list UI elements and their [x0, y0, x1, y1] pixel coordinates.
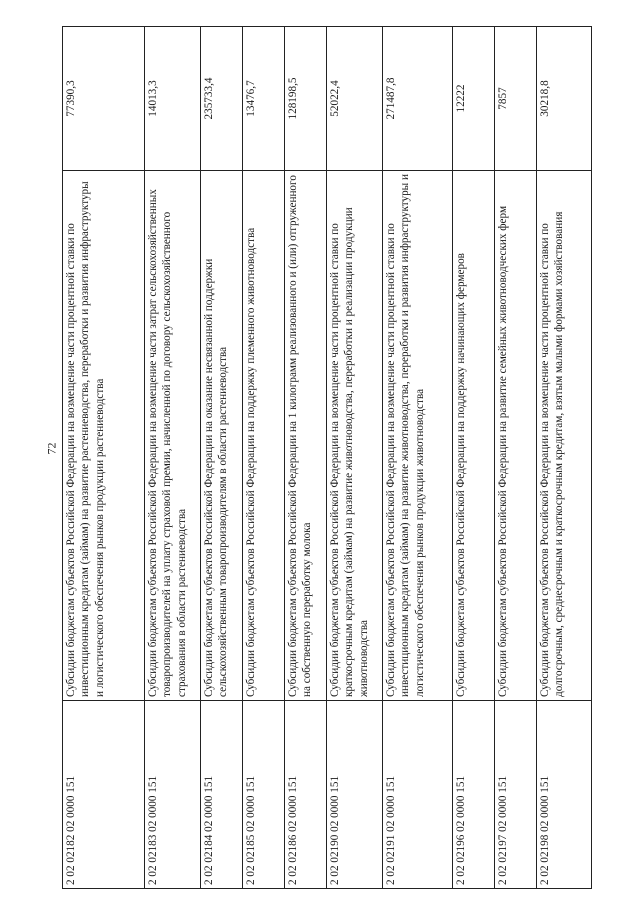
- row-amount: 271487,8: [383, 27, 453, 171]
- budget-code: 2 02 02184 02 0000 151: [201, 701, 243, 889]
- table-row: [383, 27, 453, 889]
- budget-code: 2 02 02190 02 0000 151: [327, 701, 383, 889]
- table-row: [495, 27, 537, 889]
- row-description: Субсидии бюджетам субъектов Российской Федерации на возмещение части процентной ставки по инвестиционным кредитам (займам) на развитие растениеводства, переработки и развития инфраструктуры и логистического обеспечения рынков продукции растениеводства: [63, 171, 145, 701]
- budget-code: 2 02 02191 02 0000 151: [383, 701, 453, 889]
- row-amount: 128198,5: [285, 27, 327, 171]
- rotated-page-content: [62, 27, 592, 889]
- row-amount: 77390,3: [63, 27, 145, 171]
- table-row: [145, 27, 201, 889]
- table-row: [243, 27, 285, 889]
- budget-code: 2 02 02185 02 0000 151: [243, 701, 285, 889]
- row-description: Субсидии бюджетам субъектов Российской Федерации на развитие семейных животноводческих ферм: [495, 171, 537, 701]
- table-row: [327, 27, 383, 889]
- row-amount: 7857: [495, 27, 537, 171]
- table-row: [63, 27, 145, 889]
- budget-code: 2 02 02182 02 0000 151: [63, 701, 145, 889]
- row-description: Субсидии бюджетам субъектов Российской Федерации на возмещение части процентной ставки по инвестиционным кредитам (займам) на развитие животноводства, переработки и развития инфраструктуры и логистического обеспечения рынков продукции животноводства: [383, 171, 453, 701]
- row-amount: 13476,7: [243, 27, 285, 171]
- budget-code: 2 02 02198 02 0000 151: [537, 701, 592, 889]
- row-description: Субсидии бюджетам субъектов Российской Федерации на 1 килограмм реализованного и (или) отгруженного на собственную переработку молока: [285, 171, 327, 701]
- table-row: [537, 27, 592, 889]
- table-row: [201, 27, 243, 889]
- row-amount: 14013,3: [145, 27, 201, 171]
- table-row: [453, 27, 495, 889]
- row-description: Субсидии бюджетам субъектов Российской Федерации на возмещение части процентной ставки по краткосрочным кредитам (займам) на развитие животноводства, переработки и реализации продукции животноводства: [327, 171, 383, 701]
- budget-table: [62, 26, 592, 889]
- row-amount: 235733,4: [201, 27, 243, 171]
- page-number: 72: [44, 442, 59, 455]
- budget-code: 2 02 02186 02 0000 151: [285, 701, 327, 889]
- budget-code: 2 02 02196 02 0000 151: [453, 701, 495, 889]
- row-description: Субсидии бюджетам субъектов Российской Федерации на возмещение части процентной ставки по долгосрочным, среднесрочным и краткосрочным кредитам, взятым малыми формами хозяйствования: [537, 171, 592, 701]
- row-amount: 30218,8: [537, 27, 592, 171]
- table-body: [63, 27, 592, 889]
- table-container: [62, 27, 592, 889]
- budget-code: 2 02 02183 02 0000 151: [145, 701, 201, 889]
- row-description: Субсидии бюджетам субъектов Российской Федерации на поддержку начинающих фермеров: [453, 171, 495, 701]
- table-row: [285, 27, 327, 889]
- row-description: Субсидии бюджетам субъектов Российской Федерации на поддержку племенного животноводства: [243, 171, 285, 701]
- row-description: Субсидии бюджетам субъектов Российской Федерации на оказание несвязанной поддержки сельскохозяйственным товаропроизводителям в области растениеводства: [201, 171, 243, 701]
- budget-code: 2 02 02197 02 0000 151: [495, 701, 537, 889]
- row-description: Субсидии бюджетам субъектов Российской Федерации на возмещение части затрат сельскохозяйственных товаропроизводителей на уплату страховой премии, начисленной по договору сельскохозяйственного страхования в области растениеводства: [145, 171, 201, 701]
- row-amount: 52022,4: [327, 27, 383, 171]
- row-amount: 12222: [453, 27, 495, 171]
